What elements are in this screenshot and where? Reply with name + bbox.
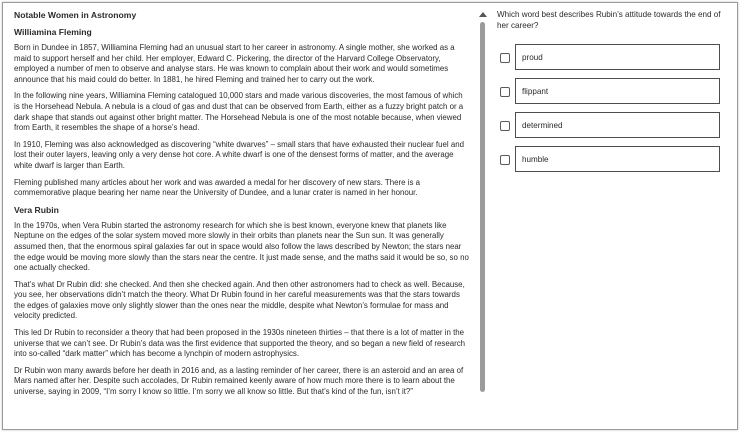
option-label: flippant — [522, 87, 549, 97]
option-label: determined — [522, 121, 563, 131]
section-heading: Williamina Fleming — [14, 27, 92, 37]
scrollbar-thumb[interactable] — [480, 22, 485, 392]
passage-title: Notable Women in Astronomy — [14, 10, 137, 20]
checkbox[interactable] — [500, 155, 510, 165]
option-label: humble — [522, 155, 549, 165]
answer-option-determined[interactable] — [497, 111, 732, 144]
section-fleming — [14, 27, 469, 199]
passage-scrollbar[interactable] — [479, 10, 487, 422]
section-rubin — [14, 205, 469, 398]
paragraph: In the 1970s, when Vera Rubin started the astronomy research for which she is best known, everyone knew that planets like Neptune on the edges of the solar system moved more slowly in their orbits than planets near the Sun sun. It was generally assumed then, that the enormous spiral galaxies far out in space would also follow the laws described by Newton; the stars near the edge would be moving more slowly than the stars near the centre. It just made sense, and the maths said it would be so, so no one actually checked. — [14, 220, 469, 273]
scroll-up-arrow-icon[interactable] — [479, 12, 487, 17]
paragraph: Born in Dundee in 1857, Williamina Fleming had an unusual start to her career in astronomy. A single mother, she worked as a maid to support herself and her child. Her employer, Edward C. Pickering, the director of the Harvard College Observatory, employed a number of men to observe and analyse stars. He was known to complain about their work and would sometimes announce that his maid could do better. In 1881, he hired Fleming and trained her to carry out the work. — [14, 43, 455, 84]
option-box[interactable] — [515, 44, 720, 70]
checkbox[interactable] — [500, 53, 510, 63]
paragraph: In the following nine years, Williamina Fleming catalogued 10,000 stars and made various discoveries, the most famous of which is the Horsehead Nebula. A nebula is a cloud of gas and dust that can be observed from Earth, either as a fuzzy bright patch or a dark shape that stands out against other bright matter. The Horsehead Nebula is one of the most notable because, when viewed from Earth, it resembles the shape of a horse’s head. — [14, 91, 464, 133]
answer-option-proud[interactable] — [497, 43, 732, 76]
paragraph: That’s what Dr Rubin did: she checked. And then she checked again. And then other astronomers had to check as well. Because, you see, her observations didn’t match the theory. What Dr Rubin found in her careful measurements was that the stars towards the edges of galaxies move only slightly slower than the ones near the middle, despite what Newton’s formulae for mass and velocity predicted. — [14, 279, 465, 321]
paragraph: This led Dr Rubin to reconsider a theory that had been proposed in the 1930s nineteen thirties – that there is a lot of matter in the universe that we can’t see. Dr Rubin’s data was the first evidence that supported the theory, and so began a new field of research into so-called “dark matter” which has become a lynchpin of modern astrophysics. — [14, 328, 466, 359]
answer-option-flippant[interactable] — [497, 77, 732, 110]
paragraph: Dr Rubin won many awards before her death in 2016 and, as a lasting reminder of her career, there is an asteroid and an area of Mars named after her. Despite such accolades, Dr Rubin remained keenly aware of how much more there is to learn about the universe, saying in 2009, “I’m sorry I know so little. I’m sorry we all know so little. But that’s kind of the fun, isn’t it?” — [14, 365, 464, 397]
option-box[interactable] — [515, 112, 720, 138]
option-box[interactable] — [515, 146, 720, 172]
option-box[interactable] — [515, 78, 720, 104]
answer-options — [497, 43, 732, 178]
option-label: proud — [522, 53, 543, 63]
question-text: Which word best describes Rubin’s attitude towards the end of her career? — [497, 10, 721, 30]
checkbox[interactable] — [500, 121, 510, 131]
reading-passage — [14, 10, 469, 422]
section-heading: Vera Rubin — [14, 204, 59, 215]
checkbox[interactable] — [500, 87, 510, 97]
question-panel — [497, 10, 732, 179]
paragraph: In 1910, Fleming was also acknowledged as discovering “white dwarves” – small stars that have exhausted their nuclear fuel and lost their outer layers, leaving only a very dense hot core. A white dwarf is one of the densest forms of matter, and the average white dwarf is larger than Earth. — [14, 139, 465, 170]
paragraph: Fleming published many articles about her work and was awarded a medal for her discovery of new stars. There is a commemorative plaque bearing her name near the University of Dundee, and a lunar crater is named in her honour. — [14, 177, 420, 198]
answer-option-humble[interactable] — [497, 145, 732, 178]
